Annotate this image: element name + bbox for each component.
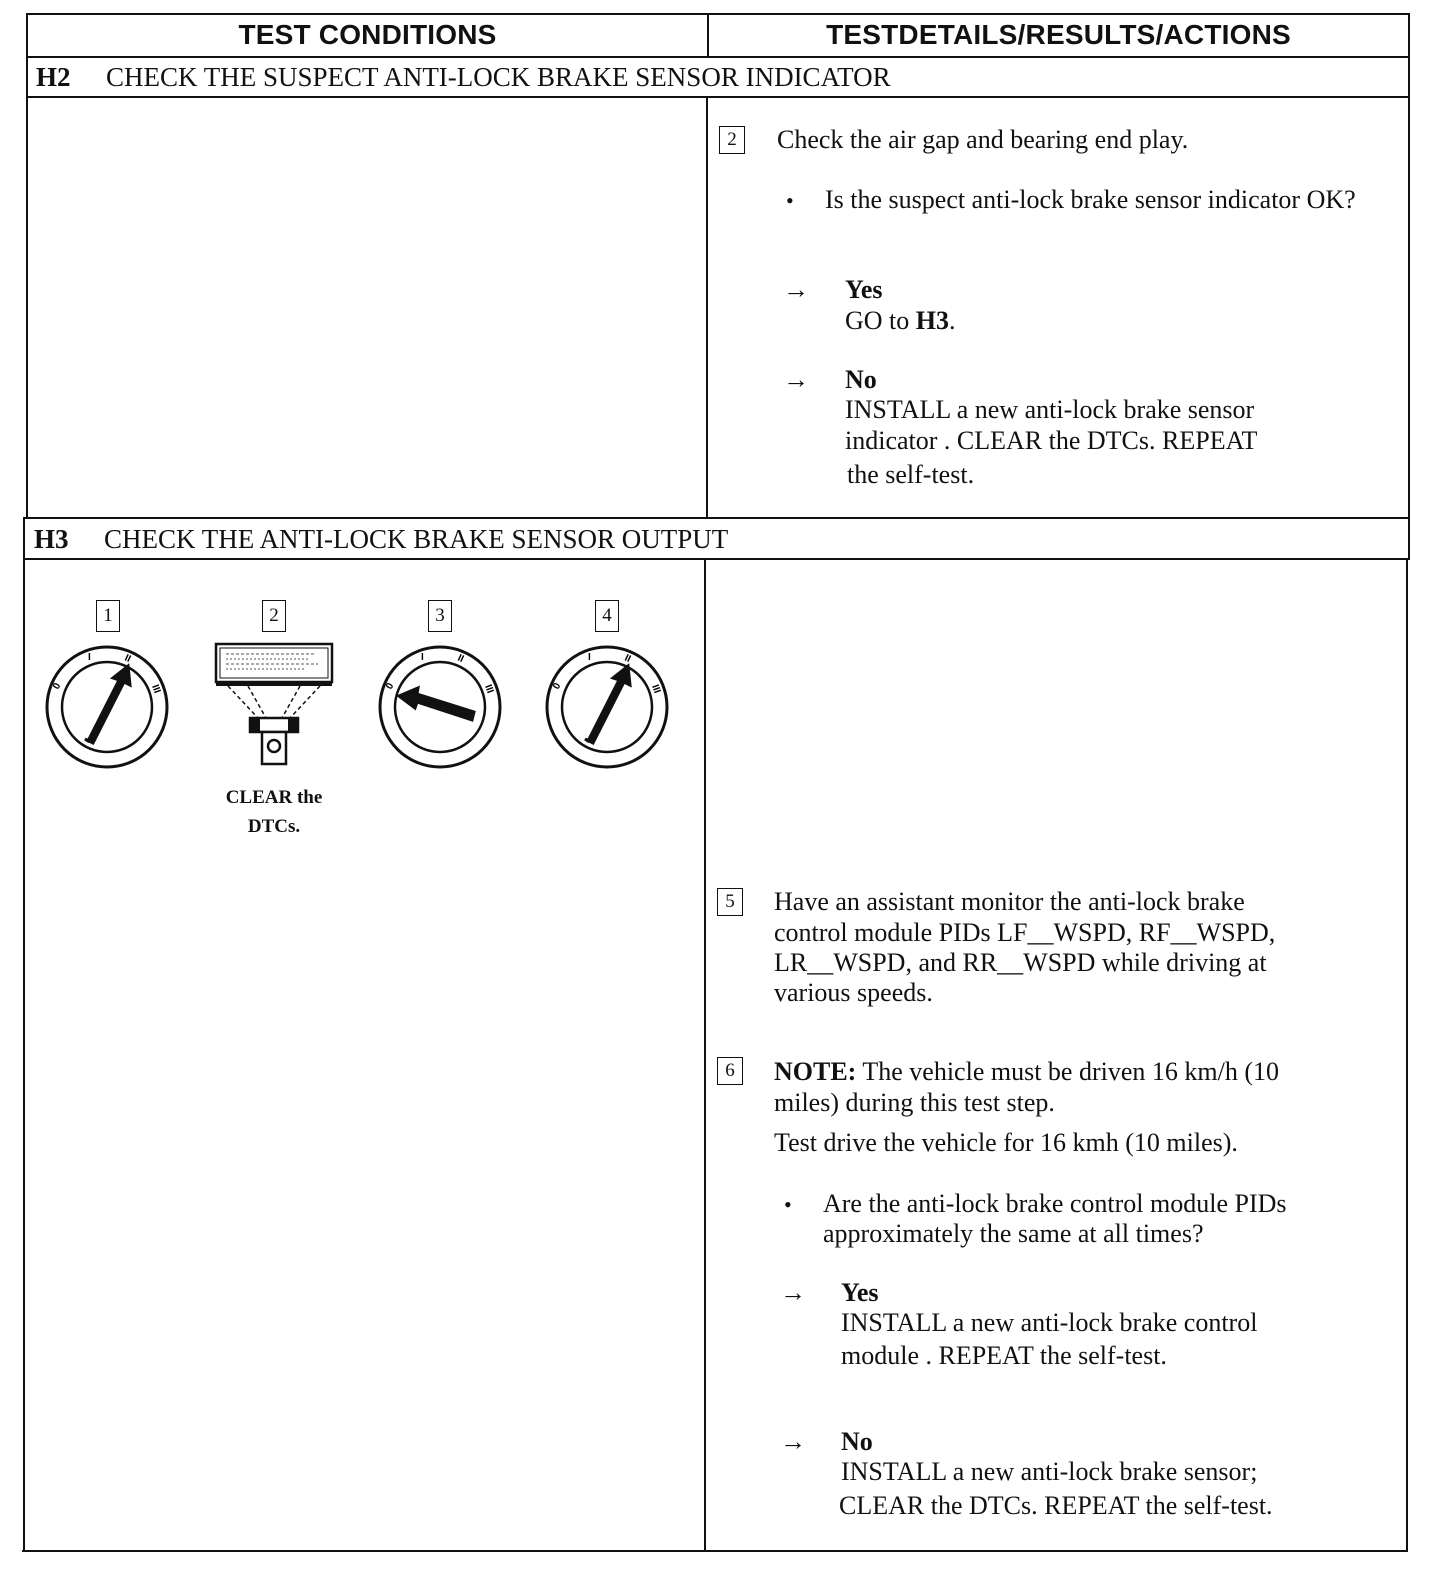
switch-mark-3: III bbox=[649, 683, 663, 695]
h2-no-label: No bbox=[845, 365, 877, 394]
switch-mark-1: I bbox=[88, 652, 91, 663]
h3-yes-action-line-1: INSTALL a new anti-lock brake control bbox=[841, 1308, 1258, 1337]
h3-step-5-line-1: Have an assistant monitor the anti-lock brake bbox=[774, 887, 1245, 916]
h2-yes-action-post: . bbox=[949, 306, 956, 335]
h3-no-arrow: → bbox=[780, 1427, 806, 1456]
table-right-border bbox=[1408, 13, 1410, 559]
scan-tool-icon bbox=[214, 642, 334, 770]
h3-note-line-1 bbox=[774, 1056, 1279, 1087]
ignition-switch-run-icon bbox=[44, 644, 170, 770]
h2-question: Is the suspect anti-lock brake sensor indicator OK? bbox=[825, 185, 1356, 214]
h2-no-action-line-1: INSTALL a new anti-lock brake sensor bbox=[845, 395, 1255, 424]
h3-code: H3 bbox=[34, 523, 69, 554]
switch-mark-3: III bbox=[149, 683, 163, 695]
table-right-border-lower bbox=[1406, 558, 1408, 1552]
h3-question-line-2: approximately the same at all times? bbox=[823, 1219, 1204, 1248]
table-left-border-lower bbox=[23, 517, 25, 1552]
h3-title: CHECK THE ANTI-LOCK BRAKE SENSOR OUTPUT bbox=[104, 523, 729, 554]
figure-step-2-label: 2 bbox=[262, 600, 286, 632]
h3-step-5-line-3: LR__WSPD, and RR__WSPD while driving at bbox=[774, 948, 1267, 977]
switch-mark-2: II bbox=[455, 652, 466, 666]
h3-yes-arrow: → bbox=[780, 1278, 806, 1307]
ignition-switch-off-icon bbox=[377, 644, 503, 770]
h3-step-6-number: 6 bbox=[717, 1057, 743, 1085]
h2-no-arrow: → bbox=[783, 365, 809, 394]
header-test-conditions: TEST CONDITIONS bbox=[238, 19, 497, 50]
h3-no-action-line-1: INSTALL a new anti-lock brake sensor; bbox=[841, 1457, 1258, 1486]
table-bottom-border bbox=[22, 1550, 1406, 1552]
switch-mark-3: III bbox=[482, 683, 496, 695]
h2-column-divider bbox=[706, 96, 708, 518]
h2-yes-label: Yes bbox=[845, 275, 883, 304]
h3-question-line-1: Are the anti-lock brake control module PIDs bbox=[823, 1189, 1287, 1218]
h3-yes-label: Yes bbox=[841, 1278, 879, 1307]
h2-section-title bbox=[36, 57, 891, 97]
switch-mark-1: I bbox=[588, 652, 591, 663]
h3-section-title bbox=[34, 519, 728, 559]
figure-step-3-label: 3 bbox=[428, 600, 452, 632]
h2-title: CHECK THE SUSPECT ANTI-LOCK BRAKE SENSOR INDICATOR bbox=[106, 61, 891, 92]
switch-mark-0: 0 bbox=[551, 681, 564, 692]
h2-step-2-text: Check the air gap and bearing end play. bbox=[777, 125, 1189, 154]
h2-code: H2 bbox=[36, 61, 71, 92]
h3-step-6-text: Test drive the vehicle for 16 kmh (10 miles). bbox=[774, 1128, 1238, 1157]
h3-note-line-2: miles) during this test step. bbox=[774, 1088, 1055, 1117]
switch-mark-0: 0 bbox=[51, 681, 64, 692]
h2-no-action-line-3: the self-test. bbox=[847, 460, 975, 489]
h3-no-label: No bbox=[841, 1427, 873, 1456]
h2-yes-action bbox=[845, 305, 956, 336]
h2-yes-action-ref: H3 bbox=[915, 306, 950, 335]
ignition-switch-run-icon-2 bbox=[544, 644, 670, 770]
table-left-border bbox=[26, 13, 28, 518]
h3-step-5-number: 5 bbox=[717, 888, 743, 916]
figure-caption-line-2: DTCs. bbox=[247, 816, 301, 837]
h3-yes-action-line-2: module . REPEAT the self-test. bbox=[841, 1341, 1167, 1370]
h2-step-2-number: 2 bbox=[719, 126, 745, 154]
h2-yes-arrow: → bbox=[783, 275, 809, 304]
h2-no-action-line-2: indicator . CLEAR the DTCs. REPEAT bbox=[845, 426, 1258, 455]
h3-step-5-line-4: various speeds. bbox=[774, 978, 933, 1007]
h2-yes-action-pre: GO to bbox=[845, 306, 916, 335]
h3-no-action-line-2: CLEAR the DTCs. REPEAT the self-test. bbox=[839, 1491, 1273, 1520]
switch-mark-1: I bbox=[421, 652, 424, 663]
figure-caption-line-1: CLEAR the bbox=[225, 787, 323, 808]
figure-step-1-label: 1 bbox=[96, 600, 120, 632]
header-test-details: TESTDETAILS/RESULTS/ACTIONS bbox=[826, 19, 1291, 50]
h3-column-divider bbox=[704, 558, 706, 1552]
switch-mark-0: 0 bbox=[384, 681, 397, 692]
switch-mark-2: II bbox=[622, 652, 633, 666]
h2-question-bullet: • bbox=[786, 188, 794, 213]
switch-mark-2: II bbox=[122, 652, 133, 666]
h3-step-5-line-2: control module PIDs LF__WSPD, RF__WSPD, bbox=[774, 918, 1276, 947]
figure-step-4-label: 4 bbox=[595, 600, 619, 632]
h3-note-text: The vehicle must be driven 16 km/h (10 bbox=[856, 1057, 1279, 1086]
h3-note-label: NOTE: bbox=[774, 1057, 857, 1086]
h3-question-bullet: • bbox=[784, 1192, 792, 1217]
